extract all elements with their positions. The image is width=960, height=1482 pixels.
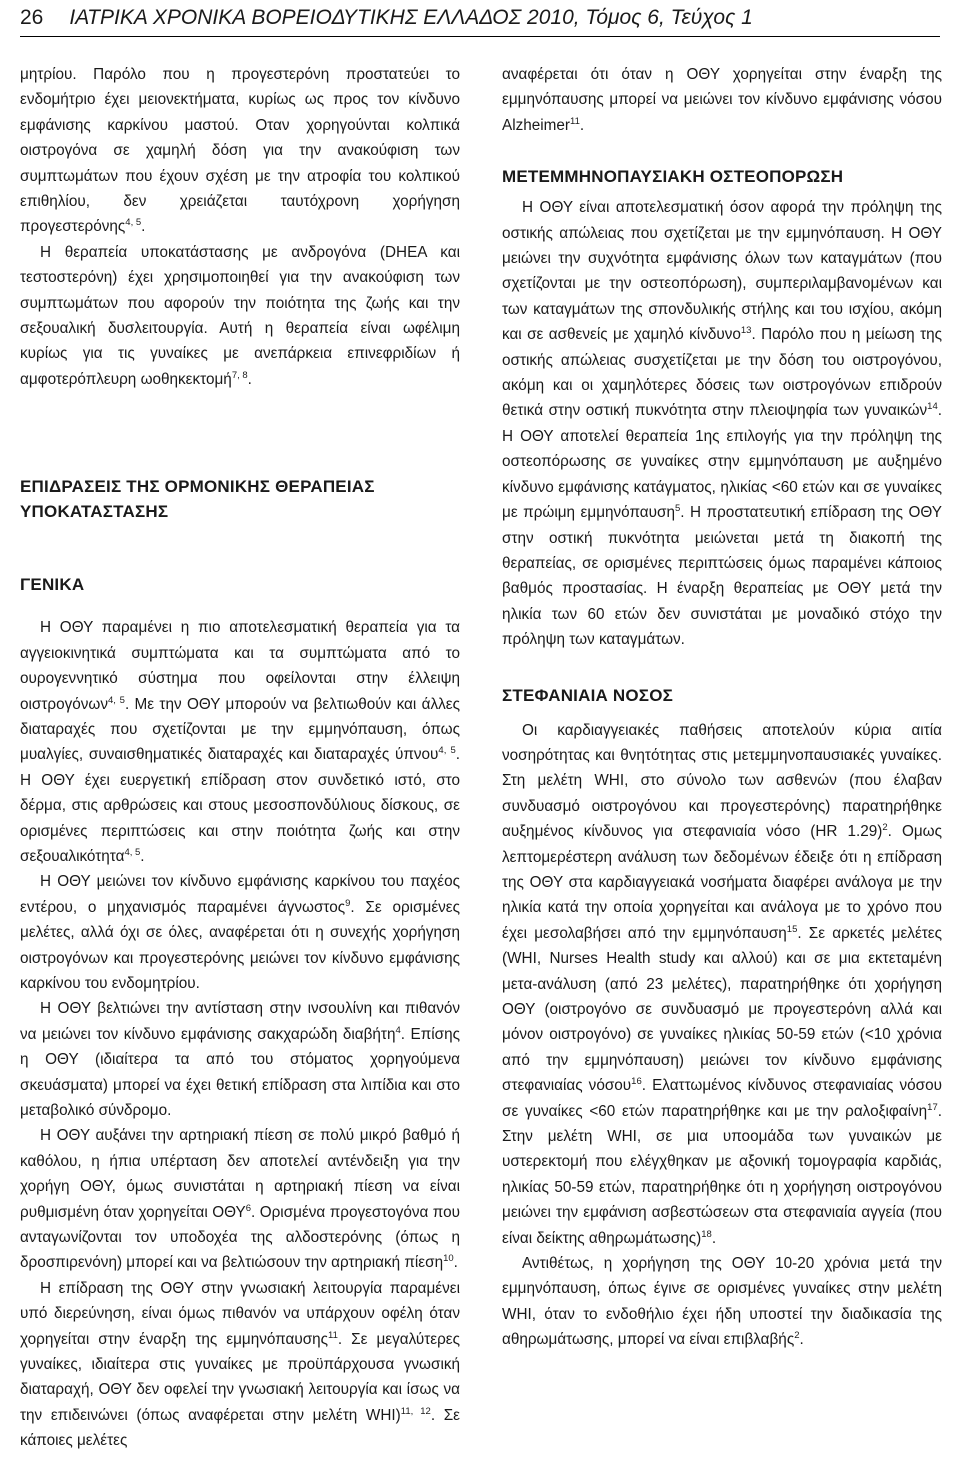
paragraph: Οι καρδιαγγειακές παθήσεις αποτελούν κύρια αιτία νοσηρότητας και θνητότητας στις μετεμμηνοπαυσιακές γυναίκες. Στη μελέτη WHI, στο σύνολο των ασθενών (που έλαβαν συνδυασμό οιστρογόνου και προγεστερόνης) παρατηρήθηκε αυξημένος κίνδυνος για στεφανιαία νόσο (HR 1.29)$^2$. Ομως λεπτομερέστερη ανάλυση των δεδομένων έδειξε ότι η επίδραση της ΟΘΥ στα καρδιαγγειακά νοσήματα διαφέρει ανάλογα με την ηλικία κατά την οποία χορηγείται και ανάλογα με το χρόνο που έχει μεσολαβήσει από την εμμηνόπαυση$^{15}$. Σε αρκετές μελέτες (WHI, Nurses Health study και αλλού) και σε μια εκτεταμένη μετα-ανάλυση (από 23 μελέτες), παρατηρήθηκε ότι χορήγηση ΟΘΥ (οιστρογόνο σε συνδυασμό με προγεστερόνη αλλά και μόνον οιστρογόνο) σε γυναίκες ηλικίας 50-59 ετών (<10 χρόνια από την εμμηνόπαυση) μειώνει τον κίνδυνο εμφάνισης στεφανιαίας νόσου$^{16}$. Ελαττωμένος κίνδυνος στεφανιαίας νόσου σε γυναίκες <60 ετών παρατηρήθηκε και με την ραλοξιφαίνη$^{17}$. Στην μελέτη WHI, σε μια υποομάδα των γυναικών με υστερεκτομή που ελέγχθηκαν με αξονική τομογραφία καρδιάς, ηλικίας 50-59 ετών, παρατηρήθηκε ότι η χορήγηση οιστρογόνου μειώνει την εμφάνιση ασβεστώσεων στα στεφανιαία αγγεία (που είναι δείκτης αθηρωμάτωσης)$^{18}$.	[502, 721, 942, 1247]
right-column	[502, 62, 942, 1353]
paragraph: Η ΟΘΥ παραμένει η πιο αποτελεσματική θεραπεία για τα αγγειοκινητικά συμπτώματα και τα συμπτώματα από το ουρογεννητικό σύστημα που οφείλονται στην έλλειψη οιστρογόνων$^{4, 5}$. Με την ΟΘΥ μπορούν να βελτιωθούν και άλλες διαταραχές που σχετίζονται με την εμμηνόπαυση, όπως μυαλγίες, συναισθηματικές διαταραχές και διαταραχές ύπνου$^{4, 5}$. Η ΟΘΥ έχει ευεργετική επίδραση στον συνδετικό ιστό, στο δέρμα, στις αρθρώσεις και στους μεσοσπονδύλιους δίσκους, σε ορισμένες περιπτώσεις και στην ποιότητα ζωής και στην σεξουαλικότητα$^{4, 5}$.	[20, 619, 460, 865]
journal-title: ΙΑΤΡΙΚΑ ΧΡΟΝΙΚΑ ΒΟΡΕΙΟΔΥΤΙΚΗΣ ΕΛΛΑΔΟΣ 2010, Τόμος 6, Τεύχος 1	[69, 6, 753, 29]
paragraph: μητρίου. Παρόλο που η προγεστερόνη προστατεύει το ενδομήτριο έχει μειονεκτήματα, κυρίως ως προς τον κίνδυνο εμφάνισης καρκίνου μαστού. Οταν χορηγούνται κολπικά οιστρογόνα σε χαμηλή δόση για την ανακούφιση των συμπτωμάτων που έχουν σχέση με την ατροφία του κολπικού επιθηλίου, δεν χρειάζεται ταυτόχρονη χορήγηση προγεστερόνης$^{4, 5}$.	[20, 66, 460, 236]
section-heading: ΜΕΤΕΜΜΗΝΟΠΑΥΣΙΑΚΗ ΟΣΤΕΟΠΟΡΩΣΗ	[502, 167, 844, 187]
section-heading: ΕΠΙΔΡΑΣΕΙΣ ΤΗΣ ΟΡΜΟΝΙΚΗΣ ΘΕΡΑΠΕΙΑΣ ΥΠΟΚΑΤΑΣΤΑΣΗΣ	[20, 477, 375, 522]
paragraph: Η ΟΘΥ μειώνει τον κίνδυνο εμφάνισης καρκίνου του παχέος εντέρου, ο μηχανισμός παραμένει άγνωστος$^9$. Σε ορισμένες μελέτες, αλλά όχι σε όλες, αναφέρεται ότι η συνεχής χορήγηση οιστρογόνων και προγεστερόνης μειώνει τον κίνδυνο εμφάνισης καρκίνου του ενδομητρίου.	[20, 873, 460, 992]
section-heading: ΣΤΕΦΑΝΙΑΙΑ ΝΟΣΟΣ	[502, 685, 674, 705]
paragraph: Η ΟΘΥ αυξάνει την αρτηριακή πίεση σε πολύ μικρό βαθμό ή καθόλου, η ήπια υπέρταση δεν αποτελεί αντένδειξη για την χορήγη ΟΘΥ, όμως συνιστάται η αρτηριακή πίεση να είναι ρυθμισμένη όταν χορηγείται ΟΘΥ$^6$. Ορισμένα προγεστογόνα που ανταγωνίζονται τον υποδοχέα της αλδοστερόνης (όπως η δροσπιρενόνη) μπορεί και να βελτιώσουν την αρτηριακή πίεση$^{10}$.	[20, 1127, 460, 1272]
paragraph: Αντιθέτως, η χορήγηση της ΟΘΥ 10-20 χρόνια μετά την εμμηνόπαυση, όπως έγινε σε ορισμένες γυναίκες στην μελέτη WHI, όταν το ενδοθήλιο έχει ήδη υποστεί την διαδικασία της αθηρωμάτωσης, μπορεί να είναι επιβλαβής$^2$.	[502, 1255, 942, 1349]
paragraph: Η ΟΘΥ βελτιώνει την αντίσταση στην ινσουλίνη και πιθανόν να μειώνει τον κίνδυνο εμφάνισης σακχαρώδη διαβήτη$^4$. Επίσης η ΟΘΥ (ιδιαίτερα τα από του στόματος χορηγούμενα σκευάσματα) μπορεί να έχει θετική επίδραση στα λιπίδια και στο μεταβολικό σύνδρομο.	[20, 1000, 461, 1119]
page-number: 26	[20, 6, 44, 29]
left-column	[20, 62, 460, 1454]
paragraph: αναφέρεται ότι όταν η ΟΘΥ χορηγείται στην έναρξη της εμμηνόπαυσης μπορεί να μειώνει τον κίνδυνο εμφάνισης νόσου Alzheimer$^{11}$.	[502, 66, 942, 134]
paragraph: Η θεραπεία υποκατάστασης με ανδρογόνα (DHEA και τεστοστερόνη) έχει χρησιμοποιηθεί για την ανακούφιση των συμπτωμάτων που αφορούν την ποιότητα της ζωής και την σεξουαλική δυσλειτουργία. Αυτή η θεραπεία είναι ωφέλιμη κυρίως για τις γυναίκες με ανεπάρκεια επινεφριδίων ή αμφοτερόπλευρη ωοθηκεκτομή$^{7, 8}$.	[20, 243, 460, 388]
paragraph: Η επίδραση της ΟΘΥ στην γνωσιακή λειτουργία παραμένει υπό διερεύνηση, είναι όμως πιθανόν να υπάρχουν οφέλη όταν χορηγείται στην έναρξη της εμμηνόπαυσης$^{11}$. Σε μεγαλύτερες γυναίκες, ιδιαίτερα στις γυναίκες με προϋπάρχουσα γνωσική διαταραχή, ΟΘΥ δεν οφελεί την γνωσιακή λειτουργία και ίσως να την επιδεινώνει (όπως αναφέρεται στην μελέτη WHI)$^{11, 12}$. Σε κάποιες μελέτες	[20, 1279, 460, 1450]
running-header	[20, 0, 940, 37]
paragraph: Η ΟΘΥ είναι αποτελεσματική όσον αφορά την πρόληψη της οστικής απώλειας που σχετίζεται με την εμμηνόπαυση. Η ΟΘΥ μειώνει την συχνότητα εμφάνισης όλων των καταγμάτων (που σχετίζονται με την οστεοπόρωση), συμπεριλαμβανομένων και των καταγμάτων της σπονδυλικής στήλης και του ισχίου, ακόμη και σε ασθενείς με χαμηλό κίνδυνο$^{13}$. Παρόλο που η μείωση της οστικής απώλειας συσχετίζεται με την δόση του οιστρογόνου, ακόμη και οι χαμηλότερες δόσεις των οιστρογόνων επιδρούν θετικά στην οστική πυκνότητα στην πλειοψηφία των γυναικών$^{14}$. Η ΟΘΥ αποτελεί θεραπεία 1ης επιλογής για την πρόληψη της οστεοπόρωσης σε γυναίκες στην εμμηνόπαυση με αυξημένο κίνδυνο εμφάνισης κατάγματος, ηλικίας <60 ετών και σε γυναίκες με πρώιμη εμμηνόπαυση$^5$. Η προστατευτική επίδραση της ΟΘΥ στην οστική πυκνότητα μειώνεται μετά τη διακοπή της θεραπείας, σε ορισμένες περιπτώσεις όμως παραμένει κάποιος βαθμός προστασίας. Η έναρξη θεραπείας με ΟΘΥ μετά την ηλικία των 60 ετών δεν συνιστάται με μοναδικό στόχο την πρόληψη των καταγμάτων.	[502, 199, 943, 649]
subsection-heading: ΓΕΝΙΚΑ	[20, 575, 85, 595]
